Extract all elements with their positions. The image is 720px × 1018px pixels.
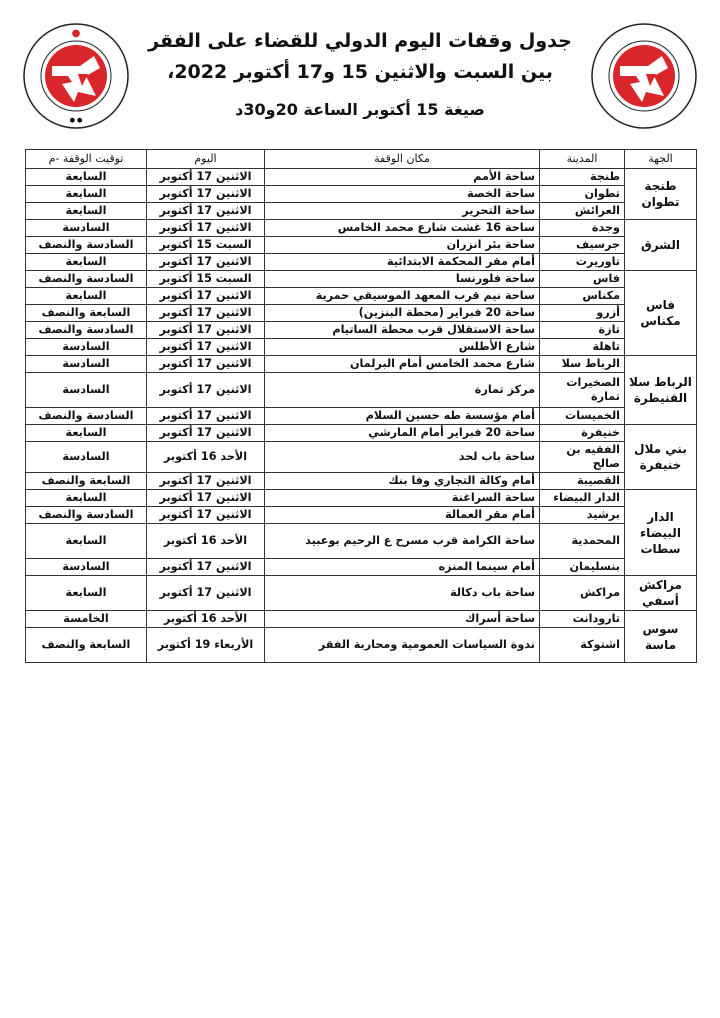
city-cell: الفقيه بن صالح (540, 442, 625, 473)
time-cell: السابعة (26, 576, 147, 611)
day-cell: السبت 15 أكتوبر (147, 237, 265, 254)
table-row (26, 425, 697, 442)
day-cell: الاثنين 17 أكتوبر (147, 356, 265, 373)
day-cell: الاثنين 17 أكتوبر (147, 186, 265, 203)
city-cell: فاس (540, 271, 625, 288)
day-cell: الاثنين 17 أكتوبر (147, 288, 265, 305)
city-cell: تارودانت (540, 611, 625, 628)
location-cell: ساحة فلورنسا (265, 271, 540, 288)
location-cell: ندوة السياسات العمومية ومحاربة الفقر (265, 628, 540, 663)
col-header-location: مكان الوقفة (265, 150, 540, 169)
table-row (26, 473, 697, 490)
time-cell: السابعة (26, 203, 147, 220)
day-cell: الاثنين 17 أكتوبر (147, 220, 265, 237)
table-row (26, 507, 697, 524)
time-cell: السادسة (26, 339, 147, 356)
front-social-logo-emblem (22, 22, 130, 130)
city-cell: تاوريرت (540, 254, 625, 271)
table-row (26, 356, 697, 373)
time-cell: السادسة والنصف (26, 271, 147, 288)
city-cell: تازة (540, 322, 625, 339)
time-cell: السابعة (26, 490, 147, 507)
region-cell: بني ملال خنيفرة (625, 425, 697, 490)
location-cell: ساحة الأمم (265, 169, 540, 186)
city-cell: مكناس (540, 288, 625, 305)
city-cell: العرائش (540, 203, 625, 220)
location-cell: ساحة 20 فبراير أمام المارشي (265, 425, 540, 442)
table-header-row (26, 150, 697, 169)
location-cell: ساحة 20 فبراير (محطة البنزين) (265, 305, 540, 322)
table-row (26, 524, 697, 559)
time-cell: السادسة (26, 220, 147, 237)
location-cell: أمام مقر المحكمة الابتدائية (265, 254, 540, 271)
table-row (26, 576, 697, 611)
city-cell: وجدة (540, 220, 625, 237)
day-cell: الاثنين 17 أكتوبر (147, 322, 265, 339)
city-cell: جرسيف (540, 237, 625, 254)
region-cell: الرباط سلا القنيطرة (625, 356, 697, 425)
day-cell: الأحد 16 أكتوبر (147, 611, 265, 628)
region-cell: سوس ماسة (625, 611, 697, 663)
table-row (26, 322, 697, 339)
city-cell: برشيد (540, 507, 625, 524)
day-cell: الاثنين 17 أكتوبر (147, 408, 265, 425)
table-row (26, 442, 697, 473)
time-cell: السادسة والنصف (26, 322, 147, 339)
location-cell: ساحة نيم قرب المعهد الموسيقي حمرية (265, 288, 540, 305)
table-row (26, 339, 697, 356)
col-header-time: توقيت الوقفة -م (26, 150, 147, 169)
time-cell: السادسة (26, 442, 147, 473)
region-cell: مراكش أسفي (625, 576, 697, 611)
time-cell: السادسة (26, 559, 147, 576)
time-cell: السابعة والنصف (26, 628, 147, 663)
table-row (26, 220, 697, 237)
location-cell: ساحة التحرير (265, 203, 540, 220)
page-subtitle: بين السبت والاثنين 15 و17 أكتوبر 2022، (167, 61, 553, 83)
city-cell: خنيفرة (540, 425, 625, 442)
table-row (26, 611, 697, 628)
city-cell: الصخيرات تمارة (540, 373, 625, 408)
region-cell: الشرق (625, 220, 697, 271)
time-cell: السابعة (26, 524, 147, 559)
formula-line: صيغة 15 أكتوبر الساعة 20و30د (235, 100, 485, 119)
location-cell: شارع الأطلس (265, 339, 540, 356)
location-cell: ساحة أسراك (265, 611, 540, 628)
time-cell: السابعة (26, 169, 147, 186)
day-cell: الاثنين 17 أكتوبر (147, 576, 265, 611)
day-cell: السبت 15 أكتوبر (147, 271, 265, 288)
time-cell: السابعة (26, 425, 147, 442)
front-social-logo-emblem (590, 22, 698, 130)
location-cell: ساحة الكرامة قرب مسرح ع الرحيم بوعبيد (265, 524, 540, 559)
table-row (26, 237, 697, 254)
day-cell: الاثنين 17 أكتوبر (147, 473, 265, 490)
time-cell: السادسة والنصف (26, 408, 147, 425)
svg-text:● ●: ● ● (69, 115, 83, 125)
city-cell: أزرو (540, 305, 625, 322)
day-cell: الاثنين 17 أكتوبر (147, 254, 265, 271)
city-cell: بنسليمان (540, 559, 625, 576)
city-cell: اشتوكة (540, 628, 625, 663)
time-cell: السابعة (26, 254, 147, 271)
day-cell: الاثنين 17 أكتوبر (147, 490, 265, 507)
table-row (26, 169, 697, 186)
location-cell: أمام وكالة التجاري وفا بنك (265, 473, 540, 490)
table-row (26, 490, 697, 507)
day-cell: الأربعاء 19 أكتوبر (147, 628, 265, 663)
table-body (26, 169, 697, 663)
location-cell: أمام مقر العمالة (265, 507, 540, 524)
col-header-city: المدينة (540, 150, 625, 169)
table-row (26, 628, 697, 663)
time-cell: الخامسة (26, 611, 147, 628)
day-cell: الاثنين 17 أكتوبر (147, 169, 265, 186)
location-cell: ساحة باب دكالة (265, 576, 540, 611)
time-cell: السابعة (26, 186, 147, 203)
location-cell: ساحة السراغنة (265, 490, 540, 507)
document-header (140, 26, 580, 125)
city-cell: طنجة (540, 169, 625, 186)
logo-right (590, 22, 698, 130)
day-cell: الاثنين 17 أكتوبر (147, 559, 265, 576)
table-row (26, 373, 697, 408)
table-row (26, 288, 697, 305)
table-row (26, 186, 697, 203)
location-cell: شارع محمد الخامس أمام البرلمان (265, 356, 540, 373)
time-cell: السادسة والنصف (26, 237, 147, 254)
table-row (26, 559, 697, 576)
region-cell: فاس مكناس (625, 271, 697, 356)
schedule-table (25, 149, 697, 663)
city-cell: تطوان (540, 186, 625, 203)
city-cell: الرباط سلا (540, 356, 625, 373)
col-header-day: اليوم (147, 150, 265, 169)
day-cell: الأحد 16 أكتوبر (147, 524, 265, 559)
location-cell: ساحة 16 غشت شارع محمد الخامس (265, 220, 540, 237)
region-cell: طنجة تطوان (625, 169, 697, 220)
table-row (26, 305, 697, 322)
day-cell: الاثنين 17 أكتوبر (147, 507, 265, 524)
table-row (26, 271, 697, 288)
logo-left (22, 22, 130, 130)
location-cell: ساحة الاستقلال قرب محطة الساتيام (265, 322, 540, 339)
day-cell: الأحد 16 أكتوبر (147, 442, 265, 473)
time-cell: السابعة (26, 288, 147, 305)
city-cell: مراكش (540, 576, 625, 611)
location-cell: أمام سينما المنزه (265, 559, 540, 576)
day-cell: الاثنين 17 أكتوبر (147, 339, 265, 356)
time-cell: السادسة والنصف (26, 507, 147, 524)
table-row (26, 254, 697, 271)
svg-text:●: ● (71, 28, 81, 39)
time-cell: السادسة (26, 356, 147, 373)
region-cell: الدار البيضاء سطات (625, 490, 697, 576)
table-row (26, 203, 697, 220)
location-cell: مركز تمارة (265, 373, 540, 408)
page-title: جدول وقفات اليوم الدولي للقضاء على الفقر (148, 30, 572, 52)
time-cell: السادسة (26, 373, 147, 408)
day-cell: الاثنين 17 أكتوبر (147, 203, 265, 220)
col-header-region: الجهة (625, 150, 697, 169)
location-cell: ساحة باب لحد (265, 442, 540, 473)
city-cell: تاهلة (540, 339, 625, 356)
city-cell: القصيبة (540, 473, 625, 490)
location-cell: أمام مؤسسة طه حسين السلام (265, 408, 540, 425)
city-cell: الدار البيضاء (540, 490, 625, 507)
city-cell: الخميسات (540, 408, 625, 425)
location-cell: ساحة الخصة (265, 186, 540, 203)
time-cell: السابعة والنصف (26, 473, 147, 490)
time-cell: السابعة والنصف (26, 305, 147, 322)
table-row (26, 408, 697, 425)
day-cell: الاثنين 17 أكتوبر (147, 305, 265, 322)
day-cell: الاثنين 17 أكتوبر (147, 373, 265, 408)
day-cell: الاثنين 17 أكتوبر (147, 425, 265, 442)
location-cell: ساحة بئر انزران (265, 237, 540, 254)
city-cell: المحمدية (540, 524, 625, 559)
